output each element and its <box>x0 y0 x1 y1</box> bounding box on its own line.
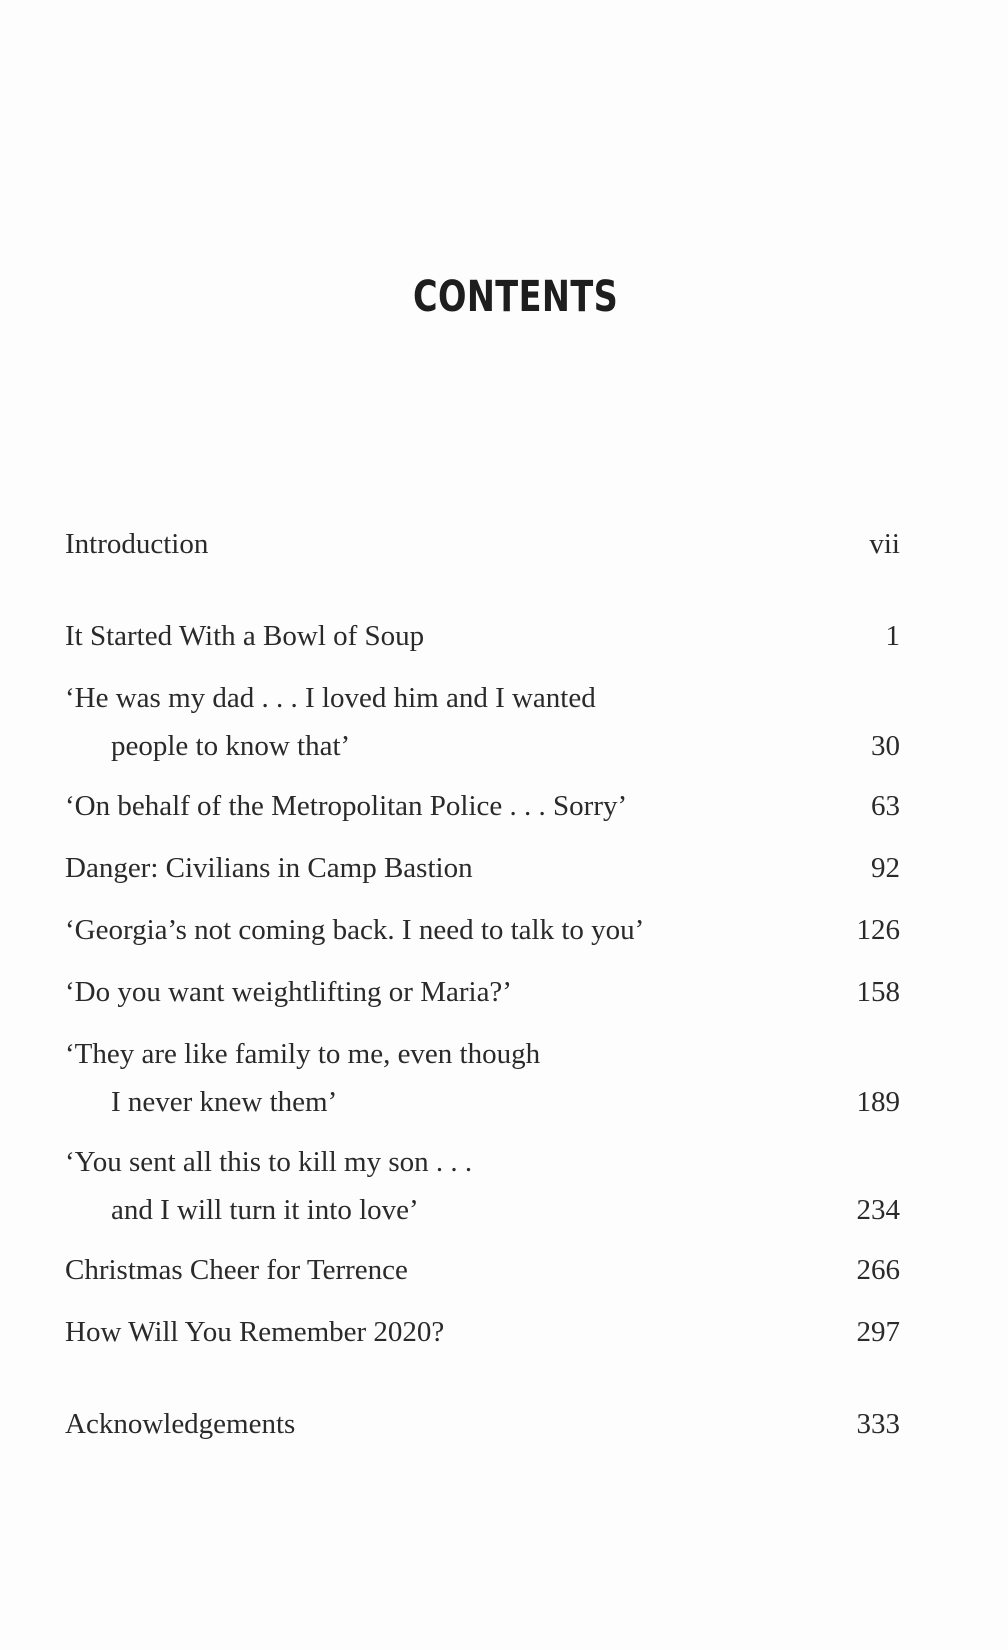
toc-entry[interactable] <box>65 612 900 660</box>
toc-entry-title-line1: Christmas Cheer for Terrence <box>65 1254 408 1286</box>
toc-entry-title <box>65 1246 900 1294</box>
toc-entry-title <box>65 1138 900 1234</box>
toc-entry-page-number: 189 <box>856 1086 900 1118</box>
toc-entry-title <box>65 520 900 568</box>
toc-entry-title-line1: Danger: Civilians in Camp Bastion <box>65 852 473 884</box>
toc-entry-page-number: 30 <box>871 730 900 762</box>
toc-entry-page-number: 92 <box>871 852 900 884</box>
page-title: CONTENTS <box>413 272 619 322</box>
toc-entry-page-number: 1 <box>885 620 900 652</box>
toc-entry-title <box>65 968 900 1016</box>
toc-entry-page-number: 158 <box>856 976 900 1008</box>
toc-entry-title-line1: ‘Do you want weightlifting or Maria?’ <box>65 976 512 1008</box>
toc-entry-title <box>65 1308 900 1356</box>
toc-entry-title <box>65 674 900 770</box>
toc-entry-page-number: 297 <box>856 1316 900 1348</box>
toc-entry[interactable] <box>65 844 900 892</box>
toc-entry-page-number: 266 <box>856 1254 900 1286</box>
toc-entry[interactable] <box>65 674 900 770</box>
toc-entry-title <box>65 906 900 954</box>
toc-entry-title <box>65 612 900 660</box>
toc-entry-page-number: 333 <box>856 1408 900 1440</box>
toc-entry[interactable] <box>65 782 900 830</box>
contents-heading <box>0 272 1008 322</box>
toc-entry-title-line1: ‘You sent all this to kill my son . . . <box>65 1146 473 1178</box>
toc-entry[interactable] <box>65 906 900 954</box>
toc-entry[interactable] <box>65 968 900 1016</box>
toc-entry-title-line1: It Started With a Bowl of Soup <box>65 620 425 652</box>
toc-entry-page-number: vii <box>869 528 900 560</box>
toc-entry-page-number: 126 <box>856 914 900 946</box>
toc-entry-title <box>65 844 900 892</box>
toc-entry[interactable] <box>65 1030 900 1126</box>
toc-entry-title-line2: people to know that’ <box>111 730 351 762</box>
toc-entry[interactable] <box>65 1246 900 1294</box>
toc-entry-title <box>65 1400 900 1448</box>
toc-entry-title-line1: How Will You Remember 2020? <box>65 1316 445 1348</box>
toc-entry[interactable] <box>65 1308 900 1356</box>
toc-entry[interactable] <box>65 520 900 568</box>
toc-entry-title-line2: and I will turn it into love’ <box>111 1194 419 1226</box>
toc-entry[interactable] <box>65 1138 900 1234</box>
toc-entry-page-number: 234 <box>856 1194 900 1226</box>
toc-entry-title-line1: ‘Georgia’s not coming back. I need to talk to you’ <box>65 914 645 946</box>
toc-entry[interactable] <box>65 1400 900 1448</box>
toc-entry-title <box>65 782 900 830</box>
toc-entry-title-line1: Acknowledgements <box>65 1408 296 1440</box>
toc-entry-title-line1: ‘They are like family to me, even though <box>65 1038 541 1070</box>
toc-entry-title-line2: I never knew them’ <box>111 1086 338 1118</box>
toc-entry-title-line1: ‘On behalf of the Metropolitan Police . . . Sorry’ <box>65 790 628 822</box>
toc-entry-title-line1: ‘He was my dad . . . I loved him and I wanted <box>65 682 596 714</box>
toc-entry-page-number: 63 <box>871 790 900 822</box>
toc-entry-title-line1: Introduction <box>65 528 209 560</box>
toc-entry-title <box>65 1030 900 1126</box>
